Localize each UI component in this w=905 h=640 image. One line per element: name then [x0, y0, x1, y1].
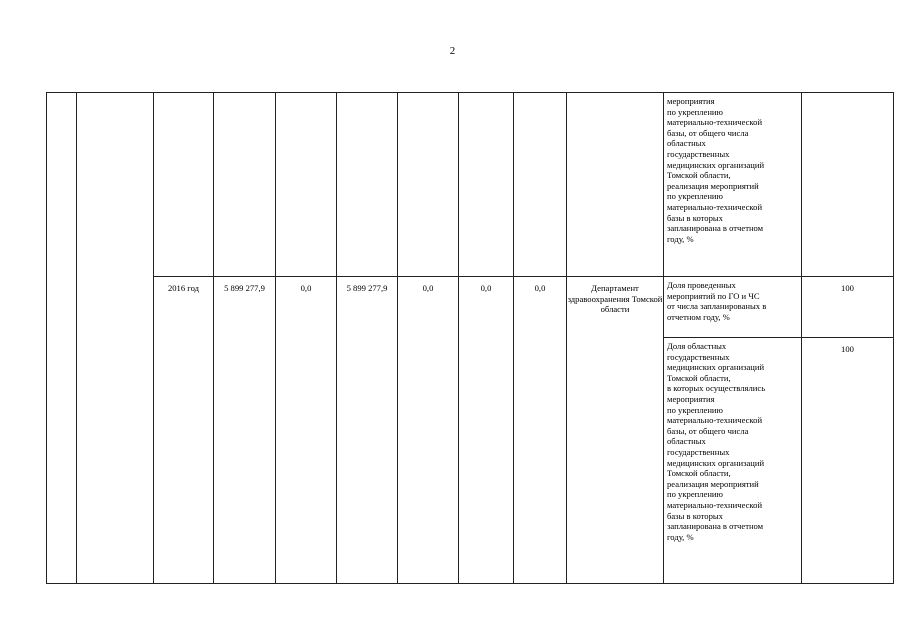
cell-other: [514, 277, 567, 584]
extrabudget-value: 0,0: [480, 283, 492, 293]
cell-executor-empty: [567, 93, 664, 277]
executor-text: Департамент здравоохранения Томской области: [567, 283, 663, 315]
cell-federal-empty: [276, 93, 337, 277]
page-number: 2: [449, 45, 456, 57]
cell-extrabudget: [459, 277, 514, 584]
cell-other-empty: [514, 93, 567, 277]
other-value: 0,0: [534, 283, 546, 293]
cell-executor: [567, 277, 664, 584]
regional-value: 5 899 277,9: [346, 283, 388, 293]
target-value-1: 100: [841, 283, 854, 293]
cell-total-empty: [214, 93, 276, 277]
local-value: 0,0: [422, 283, 434, 293]
cell-local: [398, 277, 459, 584]
cell-value-2: [802, 338, 894, 584]
cell-local-empty: [398, 93, 459, 277]
cell-value-1: [802, 277, 894, 338]
total-value: 5 899 277,9: [224, 283, 265, 293]
cell-regional-empty: [337, 93, 398, 277]
indicator-continued-text: мероприятия по укреплению материально-технической базы, от общего числа областных государственных медицинских организаций Томской области, реализация мероприятий по укреплению материально-технической базы в которых запланирована в отчетном году, %: [667, 96, 765, 244]
cell-total: [214, 277, 276, 584]
cell-value-empty: [802, 93, 894, 277]
cell-indicator-continued: [664, 93, 802, 277]
cell-federal: [276, 277, 337, 584]
budget-table: [46, 92, 894, 584]
cell-regional: [337, 277, 398, 584]
table-row-2016: [47, 277, 894, 338]
period-text: 2016 год: [167, 283, 200, 293]
cell-period-empty: [154, 93, 214, 277]
indicator-2-text: Доля областных государственных медицинских организаций Томской области, в которых осуществлялись мероприятия по укреплению материально-технической базы, от общего числа областных государственных медицинских организаций Томской области, реализация мероприятий по укреплению материально-технической базы в которых запланирована в отчетном году, %: [667, 341, 766, 542]
cell-indicator-1: [664, 277, 802, 338]
cell-period: [154, 277, 214, 584]
table-row-continued: [47, 93, 894, 277]
indicator-1-text: Доля проведенных мероприятий по ГО и ЧС от числа запланированых в отчетном году, %: [667, 280, 767, 322]
cell-extrabudget-empty: [459, 93, 514, 277]
cell-task-name: [77, 93, 154, 584]
cell-number: [47, 93, 77, 584]
cell-indicator-2: [664, 338, 802, 584]
target-value-2: 100: [841, 344, 854, 354]
federal-value: 0,0: [300, 283, 312, 293]
